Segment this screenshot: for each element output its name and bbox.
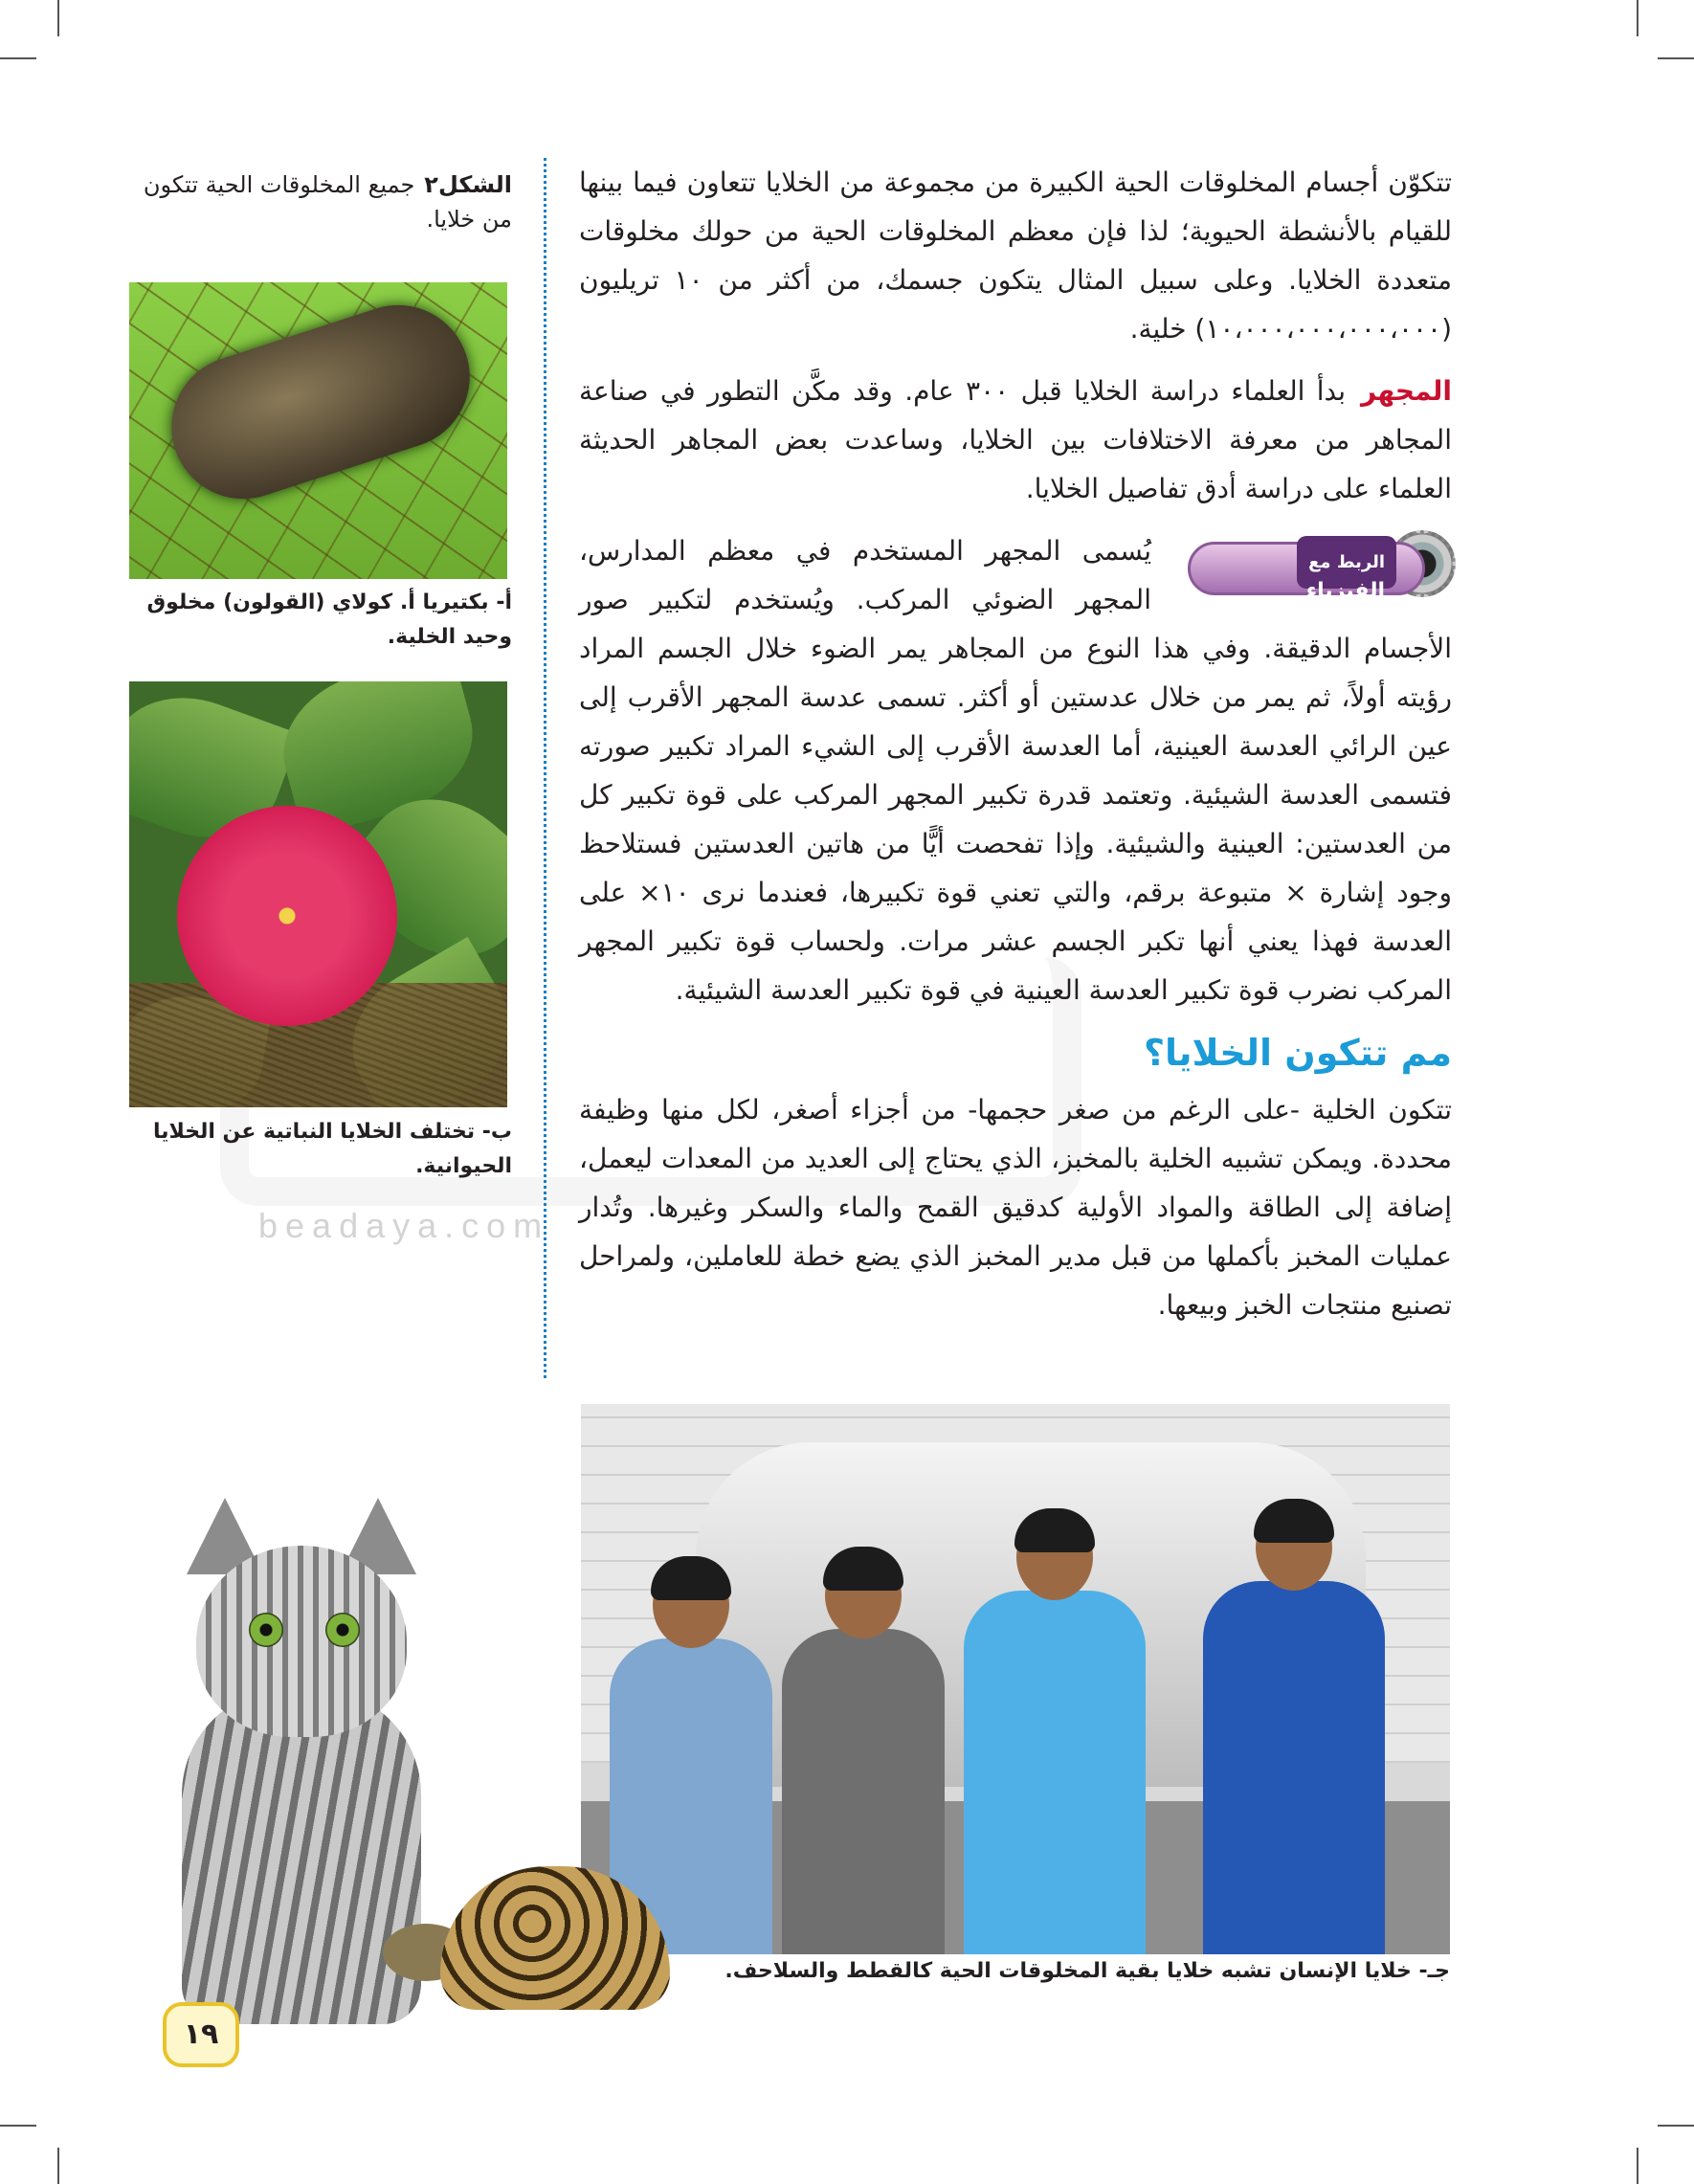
hibiscus-flower [177, 806, 397, 1026]
crop-mark [1658, 57, 1694, 59]
column-divider [544, 158, 546, 1378]
microscope-lead-term: المجهر [1361, 375, 1452, 407]
badge-physics-label: الفيزياء [1305, 579, 1385, 603]
caption-a: أ- بكتيريا أ. كولاي (القولون) مخلوق وحيد الخلية. [146, 591, 512, 649]
paragraph-cell-parts: تتكون الخلية -على الرغم من صغر حجمها- من أجزاء أصغر، لكل منها وظيفة محددة. ويمكن تشبيه الخلية بالمخبز، الذي يحتاج إلى العديد من المعدات ليعمل، إضافة إلى الطاقة والمواد الأولية كدقيق القمح والماء والسكر وغيرها. وتُدار عمليات المخبز بأكملها من قبل مدير المخبز الذي يضع خطة للعاملين، ولمراحل تصنيع منتجات الخبز وبيعها. [579, 1094, 1452, 1321]
child [782, 1629, 945, 1954]
badge-top-label: الربط مع [1297, 536, 1396, 589]
physics-link-badge [1165, 523, 1452, 611]
crop-mark [57, 2148, 59, 2184]
cat-eye [249, 1613, 283, 1647]
turtle-image [383, 1857, 680, 2048]
cat-face [196, 1546, 407, 1737]
paragraph-cells-intro: تتكوّن أجسام المخلوقات الحية الكبيرة من مجموعة من الخلايا تتعاون فيما بينها للقيام بالأنشطة الحيوية؛ لذا فإن معظم المخلوقات الحية من حولك مخلوقات متعددة الخلايا. وعلى سبيل المثال يتكون جسمك، من أكثر من ١٠ تريليون (١٠،٠٠٠،٠٠٠،٠٠٠،٠٠٠) خلية. [579, 167, 1452, 345]
crop-mark [0, 2125, 36, 2127]
caption-b: ب- تختلف الخلايا النباتية عن الخلايا الحيوانية. [152, 1120, 512, 1178]
bacteria-image [129, 282, 507, 579]
turtle-shell [440, 1866, 670, 2010]
child [964, 1591, 1146, 1954]
crop-mark [57, 0, 59, 36]
figure-caption [129, 167, 512, 236]
microscope-text: بدأ العلماء دراسة الخلايا قبل ٣٠٠ عام. وقد مكَّن التطور في صناعة المجاهر من معرفة الاختلافات بين الخلايا، وساعدت بعض المجاهر الحديثة العلماء على دراسة أدق تفاصيل الخلايا. [579, 375, 1452, 504]
children-photo [581, 1404, 1450, 1954]
paragraph-compound-microscope [579, 526, 1452, 1014]
crop-mark [1658, 2125, 1694, 2127]
plant-image [129, 681, 507, 1107]
paragraph-microscope [579, 367, 1452, 513]
cat-eye [325, 1613, 360, 1647]
page-number: ١٩ [163, 2002, 239, 2067]
compound-microscope-text: يُسمى المجهر المستخدم في معظم المدارس، المجهر الضوئي المركب. ويُستخدم لتكبير صور الأجسام الدقيقة. وفي هذا النوع من المجاهر يمر الضوء خلال الجسم المراد رؤيته أولاً، ثم يمر من خلال عدستين أو أكثر. تسمى عدسة المجهر الأقرب إلى عين الرائي العدسة العينية، أما العدسة الأقرب إلى الشيء المراد تكبير صورته فتسمى العدسة الشيئية. وتعتمد قدرة تكبير المجهر المركب على قوة تكبير كل من العدستين: العينية والشيئية. وإذا تفحصت أيًّا من هاتين العدستين فستلاحظ وجود إشارة × متبوعة برقم، والتي تعني قوة تكبيرها، فعندما نرى ١٠× على العدسة فهذا يعني أنها تكبر الجسم عشر مرات. ولحساب قوة تكبير المجهر المركب نضرب قوة تكبير العدسة العينية في قوة تكبير العدسة الشيئية. [579, 535, 1452, 1006]
figure-number: الشكل٢ [424, 171, 512, 198]
figure-caption-text: جميع المخلوقات الحية تتكون من خلايا. [143, 171, 512, 233]
crop-mark [1637, 2148, 1638, 2184]
crop-mark [1637, 0, 1638, 36]
section-heading: مم تتكون الخلايا؟ [1143, 1032, 1452, 1074]
main-text-column [579, 158, 1452, 1343]
crop-mark [0, 57, 36, 59]
caption-c: جـ- خلايا الإنسان تشبه خلايا بقية المخلوقات الحية كالقطط والسلاحف. [724, 1959, 1450, 1983]
child [1203, 1581, 1385, 1954]
watermark-text: beadaya.com [258, 1206, 550, 1245]
